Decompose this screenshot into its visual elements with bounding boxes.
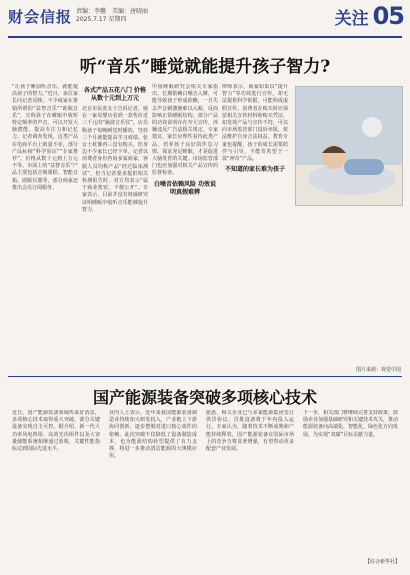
article1-subhead-a: 各式产品五花八门 价格从数十元到上万元 [83, 87, 147, 102]
article1-col3: 中国睡眠研究会相关专家指出，长期依赖白噪音入睡，可能导致孩子形成依赖，一旦失去声音刺激便难以入眠，反而影响正常睡眠结构。部分产品的功效说明存在夸大宣传，涉嫌违反广告法相关规定。专家建议，家长应理性看待此类产品，培养孩子良好的作息习惯、保证充足睡眠，才是促进大脑发育的关键。市场监管部门也应加强对相关产品宣传的监督检查。 白噪音依赖风险 功效说明真假难辨 [152, 84, 218, 196]
article2-source: 【综合新华社】 [364, 559, 400, 565]
photo-caption: 图片来源：视觉中国 [355, 367, 401, 373]
masthead-brand: 财会信报 [8, 8, 73, 26]
article1-photo [295, 86, 403, 206]
article1-subhead-c: 不知道的家长难为孩子 [224, 166, 285, 174]
article2-col4: 下一步，相关部门将继续完善支持政策，鼓励企业加强基础研究和关键技术攻关，推动能源装备向高端化、智能化、绿色化方向发展，为实现“双碳”目标贡献力量。 [303, 410, 398, 438]
header-rule [8, 36, 402, 38]
section-name: 关注 [334, 8, 369, 29]
article2-col2: 业内人士表示，近年来我国能源装备制造业持续加大研发投入，产业链上下游协同创新，逐步摆脱对进口核心部件的依赖。此次突破不仅降低了设备制造成本，也为能源结构转型提供了有力支撑，将进一步推动清洁能源的大规模应用。 [109, 410, 197, 460]
article1-col4: 律师表示，商家如果以“提升智力”等功效进行宣传，却无法提供科学依据，可能构成虚假宣传。消费者在购买时应保留相关宣传材料和购买凭证，如发现产品与宣传不符，可以向市场监管部门投诉举报，依法维护自身合法权益。教育专家也提醒，孩子的成长需要陪伴与引导，不能寄希望于一款“神奇”产品。 不知道的家长难为孩子 [222, 84, 288, 174]
article2-col3: 据悉，相关企业已与多家能源集团签订供货协议，首批设备将于年内投入运行。专家认为，随着技术不断成熟和产能持续释放，国产能源装备在国际市场上的竞争力将显著增强，有望带动更多配套产业发展。 [206, 410, 294, 453]
article2-col1: 近日，国产能源装备领域传来好消息，多项核心技术取得重大突破，部分关键设备实现自主可控。据介绍，新一代大功率风电机组、高效光伏组件以及大容量储能系统相继通过验收，关键性能指标达到国际先进水平。 [12, 410, 100, 453]
article2-title: 国产能源装备突破多项核心技术 [92, 388, 317, 407]
masthead-editors: 责编：李馨 美编：唐晓丽 [76, 8, 149, 15]
masthead-meta [76, 8, 148, 24]
article1-col1: “让孩子睡前听音乐，就能提高孩子的智力。”近日，多位家长向记者反映，不少商家在推销所谓的“益智音乐”“助眠音乐”，宣称孩子在睡眠中收听特定频率的声音，可以开发大脑潜能、提高专注力和记忆力。记者调查发现，这类产品在电商平台上销量不菲，部分产品标榜“科学验证”“专家推荐”，价格从数十元到上万元不等。市面上的“益智音乐”产品主要包括音频课程、智能音箱、助眠仪器等，部分商家还推出会员订阅服务。 [12, 84, 78, 191]
article1-subhead-b: 白噪音依赖风险 功效说明真假难辨 [153, 180, 217, 196]
page-number: 05 [372, 2, 404, 30]
article1-col2: 各式产品五花八门 价格从数十元到上万元 北京市民张女士告诉记者，她在一家母婴店看到一款售价近三千元的“脑波音乐仪”，店员称孩子每晚睡觉时播放，坚持三个月就能提高学习成绩。张女士犹豫再三没有购买，但身边不少家长已经下单。记者以消费者身份咨询多家商家，客服人员均称产品“经过临床测试”，但当记者要求提供相关检测报告时，对方均表示“属于商业机密，不便公开”。专家表示，目前并没有权威研究证明睡眠中收听音乐能够提升智力。 [82, 87, 148, 213]
masthead-date: 2025.7.17 星期四 [76, 16, 127, 23]
article-divider [8, 376, 402, 377]
article2-body [12, 410, 398, 560]
masthead [0, 0, 410, 40]
page-indicator [335, 2, 404, 30]
photo-child-illustration [296, 87, 402, 205]
article1-title: 听“音乐”睡觉就能提升孩子智力? [79, 57, 331, 77]
